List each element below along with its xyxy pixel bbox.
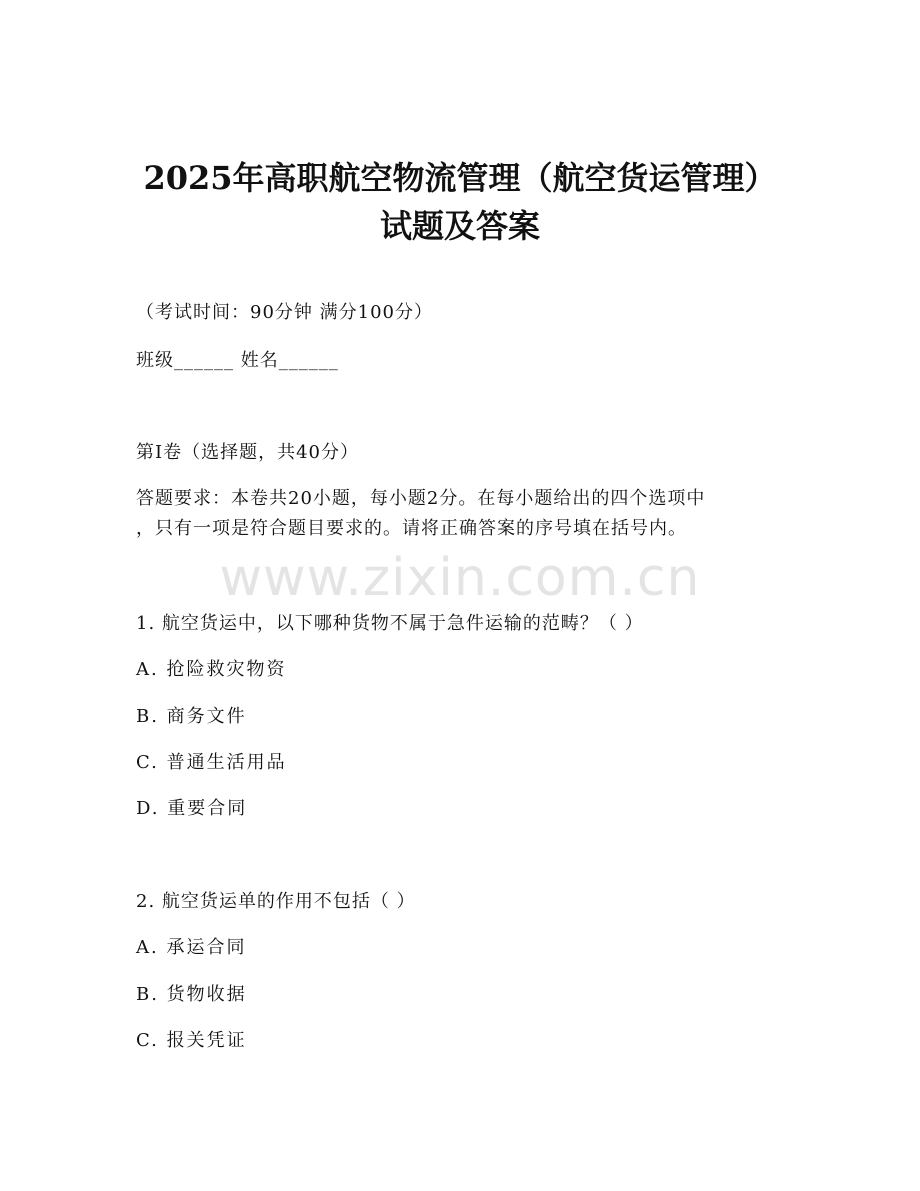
section-heading: 第I卷（选择题，共40分） [136, 442, 360, 463]
document-title-line-1: 2025年高职航空物流管理（航空货运管理） [143, 159, 777, 197]
question-1-option-c: C. 普通生活用品 [136, 752, 287, 773]
exam-info: （考试时间：90分钟 满分100分） [136, 302, 433, 323]
question-1-option-a: A. 抢险救灾物资 [136, 659, 287, 680]
student-fields: 班级______ 姓名______ [136, 350, 339, 371]
question-2-stem: 2. 航空货运单的作用不包括（ ） [136, 891, 416, 912]
question-1-option-b: B. 商务文件 [136, 706, 247, 727]
watermark: www.zixin.com.cn [219, 548, 701, 608]
question-2-option-b: B. 货物收据 [136, 984, 247, 1005]
document-title-line-2: 试题及答案 [379, 207, 540, 245]
section-instruction-line-1: 答题要求：本卷共20小题，每小题2分。在每小题给出的四个选项中 [136, 488, 706, 509]
question-1-stem: 1. 航空货运中，以下哪种货物不属于急件运输的范畴？（ ） [136, 613, 644, 634]
section-instruction-line-2: ，只有一项是符合题目要求的。请将正确答案的序号填在括号内。 [136, 518, 687, 539]
question-1-option-d: D. 重要合同 [136, 798, 248, 819]
question-2-option-a: A. 承运合同 [136, 937, 247, 958]
question-2-option-c: C. 报关凭证 [136, 1030, 247, 1051]
